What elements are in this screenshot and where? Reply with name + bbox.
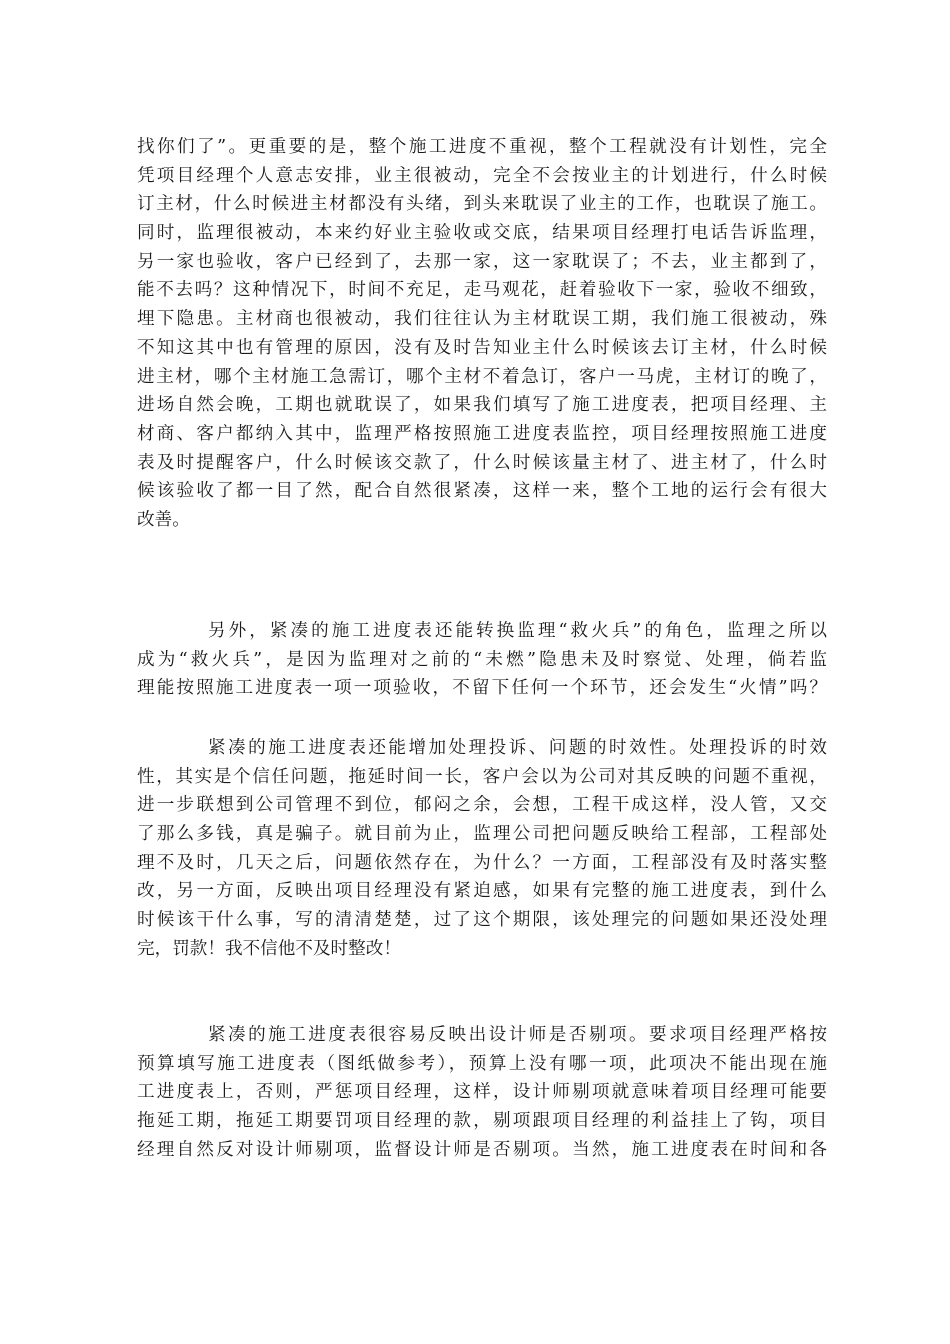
text-line: 不知这其中也有管理的原因，没有及时告知业主什么时候该去订主材，什么时候 bbox=[137, 337, 827, 358]
text-line: 拖延工期，拖延工期要罚项目经理的款，剔项跟项目经理的利益挂上了钩，项目 bbox=[137, 1111, 827, 1132]
text-line: 另外，紧凑的施工进度表还能转换监理“救火兵”的角色，监理之所以 bbox=[208, 621, 827, 641]
text-line: 订主材，什么时候进主材都没有头绪，到头来耽误了业主的工作，也耽误了施工。 bbox=[137, 194, 827, 215]
text-line: 表及时提醒客户，什么时候该交款了，什么时候该量主材了、进主材了，什么时 bbox=[137, 452, 827, 473]
text-line: 预算填写施工进度表（图纸做参考），预算上没有哪一项，此项决不能出现在施 bbox=[137, 1053, 827, 1074]
text-line: 时候该干什么事，写的清清楚楚，过了这个期限，该处理完的问题如果还没处理 bbox=[137, 910, 827, 931]
text-line: 理能按照施工进度表一项一项验收，不留下任何一个环节，还会发生“火情”吗？ bbox=[137, 678, 827, 699]
text-line: 经理自然反对设计师剔项，监督设计师是否剔项。当然，施工进度表在时间和各 bbox=[137, 1139, 827, 1160]
text-line: 成为“救火兵”，是因为监理对之前的“未燃”隐患未及时察觉、处理，倘若监 bbox=[137, 649, 827, 670]
text-line: 进场自然会晚，工期也就耽误了，如果我们填写了施工进度表，把项目经理、主 bbox=[137, 395, 827, 416]
text-line: 材商、客户都纳入其中，监理严格按照施工进度表监控，项目经理按照施工进度 bbox=[137, 423, 827, 444]
text-line: 候该验收了都一目了然，配合自然很紧凑，这样一来，整个工地的运行会有很大 bbox=[137, 481, 827, 502]
text-line: 能不去吗？这种情况下，时间不充足，走马观花，赶着验收下一家，验收不细致， bbox=[137, 280, 827, 301]
text-line: 完，罚款！我不信他不及时整改！ bbox=[137, 938, 401, 959]
paragraph-2 bbox=[137, 617, 827, 703]
text-line: 进主材，哪个主材施工急需订，哪个主材不着急订，客户一马虎，主材订的晚了， bbox=[137, 366, 827, 387]
text-line: 性，其实是个信任问题，拖延时间一长，客户会以为公司对其反映的问题不重视， bbox=[137, 766, 827, 787]
text-line: 了那么多钱，真是骗子。就目前为止，监理公司把问题反映给工程部，工程部处 bbox=[137, 824, 827, 845]
paragraph-3 bbox=[137, 734, 827, 964]
text-line: 紧凑的施工进度表还能增加处理投诉、问题的时效性。处理投诉的时效 bbox=[208, 738, 827, 758]
text-line: 改善。 bbox=[137, 509, 190, 530]
text-line: 另一家也验收，客户已经到了，去那一家，这一家耽误了；不去，业主都到了， bbox=[137, 251, 827, 272]
text-line: 同时，监理很被动，本来约好业主验收或交底，结果项目经理打电话告诉监理， bbox=[137, 223, 827, 244]
text-line: 工进度表上，否则，严惩项目经理，这样，设计师剔项就意味着项目经理可能要 bbox=[137, 1082, 827, 1103]
paragraph-1 bbox=[137, 133, 827, 535]
text-line: 进一步联想到公司管理不到位，郁闷之余，会想，工程干成这样，没人管，又交 bbox=[137, 795, 827, 816]
paragraph-4 bbox=[137, 1021, 827, 1164]
text-line: 凭项目经理个人意志安排，业主很被动，完全不会按业主的计划进行，什么时候 bbox=[137, 165, 827, 186]
text-line: 理不及时，几天之后，问题依然存在，为什么？一方面，工程部没有及时落实整 bbox=[137, 852, 827, 873]
text-line: 改，另一方面，反映出项目经理没有紧迫感，如果有完整的施工进度表，到什么 bbox=[137, 881, 827, 902]
text-line: 找你们了”。更重要的是，整个施工进度不重视，整个工程就没有计划性，完全 bbox=[137, 137, 827, 157]
text-line: 紧凑的施工进度表很容易反映出设计师是否剔项。要求项目经理严格按 bbox=[208, 1025, 827, 1045]
text-line: 埋下隐患。主材商也很被动，我们往往认为主材耽误工期，我们施工很被动，殊 bbox=[137, 309, 827, 330]
